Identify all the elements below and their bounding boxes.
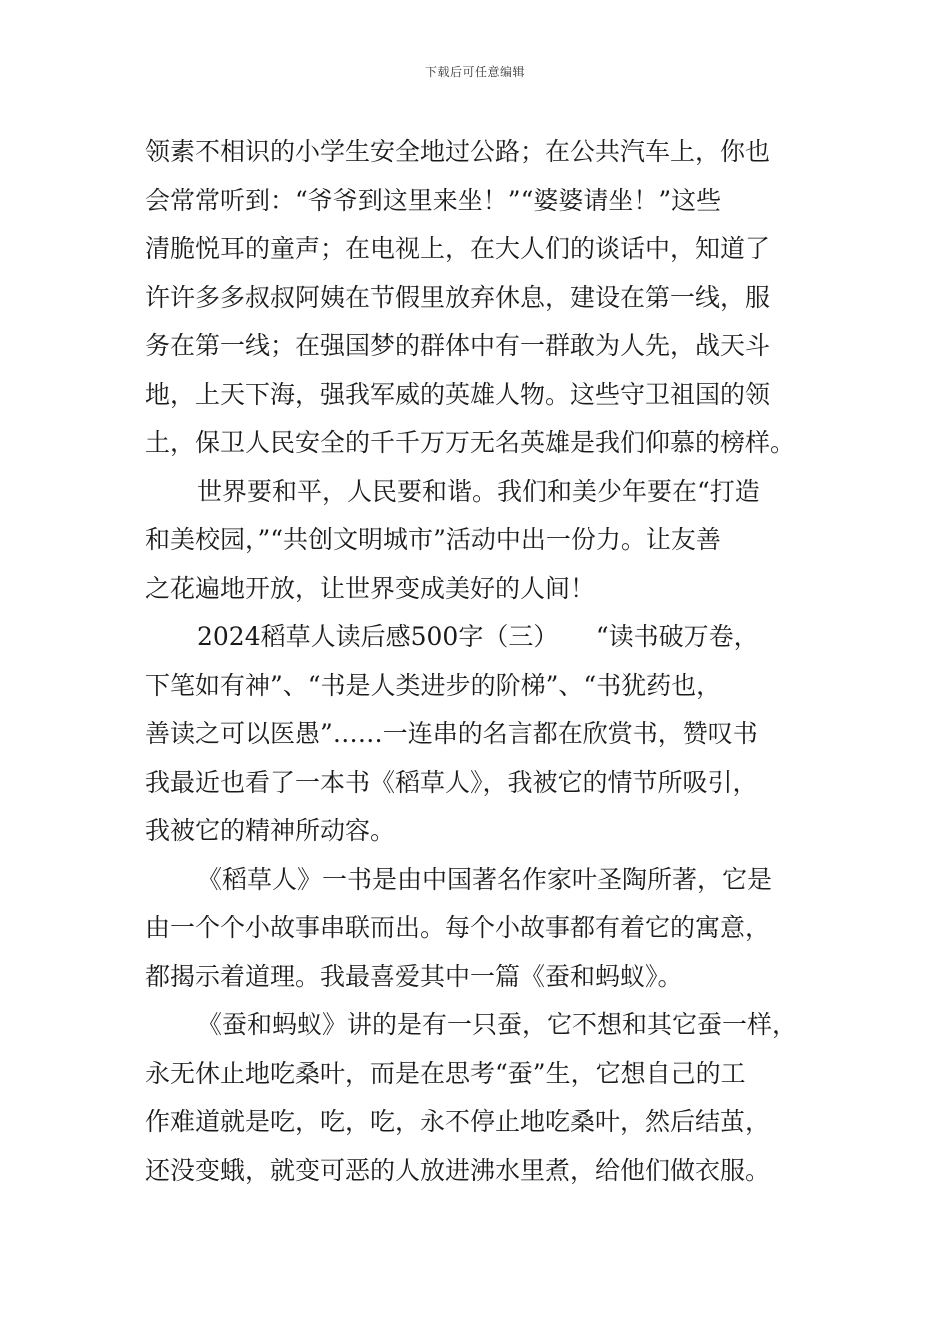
- text-line: 土，保卫人民安全的千千万万无名英雄是我们仰慕的榜样。: [145, 428, 796, 457]
- paragraph-start-line: 世界要和平，人民要和谐。我们和美少年要在“打造: [197, 476, 760, 506]
- paragraph-start-line: 《蚕和蚂蚁》讲的是有一只蚕，它不想和其它蚕一样，: [197, 1010, 798, 1039]
- text-line: 领素不相识的小学生安全地过公路；在公共汽车上，你也: [145, 137, 771, 166]
- text-line: 我最近也看了一本书《稻草人》，我被它的情节所吸引，: [145, 767, 758, 797]
- text-line: 下笔如有神”、“书是人类进步的阶梯”、“书犹药也，: [145, 670, 722, 700]
- text-line: 之花遍地开放，让世界变成美好的人间！: [145, 573, 596, 603]
- text-line: 永无休止地吃桑叶，而是在思考“蚕”生，它想自己的工: [145, 1058, 746, 1088]
- text-line: 还没变蛾，就变可恶的人放进沸水里煮，给他们做衣服。: [145, 1155, 771, 1185]
- text-line: 和美校园，”“共创文明城市”活动中出一份力。让友善: [145, 525, 721, 554]
- text-line: 务在第一线；在强国梦的群体中有一群敢为人先，战天斗: [145, 331, 771, 360]
- text-line: 许许多多叔叔阿姨在节假里放弃休息，建设在第一线，服: [145, 282, 771, 312]
- text-line: 善读之可以医愚”……一连串的名言都在欣赏书，赞叹书: [145, 719, 758, 748]
- text-line: 会常常听到：“爷爷到这里来坐！”“婆婆请坐！”这些: [145, 185, 722, 215]
- page-header: 下载后可任意编辑: [424, 65, 525, 79]
- text-line: 清脆悦耳的童声；在电视上，在大人们的谈话中，知道了: [145, 234, 771, 263]
- text-line: 地，上天下海，强我军威的英雄人物。这些守卫祖国的领: [145, 379, 771, 409]
- document-body: [145, 128, 810, 1195]
- section-heading-line: 2024稻草人读后感500字（三） “读书破万卷，: [197, 622, 759, 651]
- paragraph-start-line: 《稻草人》一书是由中国著名作家叶圣陶所著，它是: [197, 864, 773, 894]
- text-line: 都揭示着道理。我最喜爱其中一篇《蚕和蚂蚁》。: [145, 961, 683, 991]
- text-line: 我被它的精神所动容。: [145, 816, 396, 845]
- text-line: 作难道就是吃，吃，吃，永不停止地吃桑叶，然后结茧，: [145, 1107, 771, 1136]
- text-line: 由一个个小故事串联而出。每个小故事都有着它的寓意，: [145, 913, 771, 942]
